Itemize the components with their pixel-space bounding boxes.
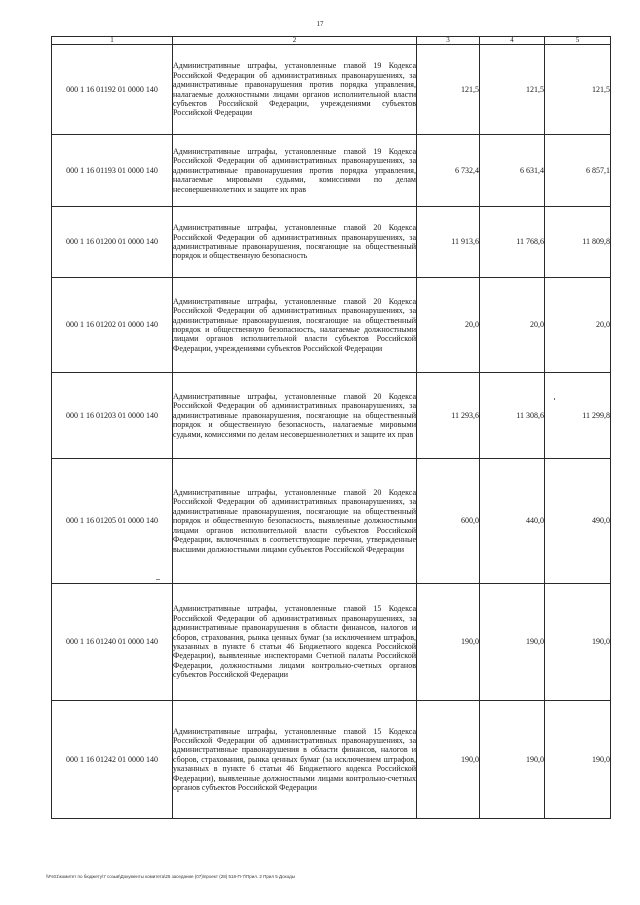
budget-code: 000 1 16 01193 01 0000 140 (52, 135, 173, 207)
budget-code: 000 1 16 01200 01 0000 140 (52, 207, 173, 278)
revenue-description: Административные штрафы, установленные главой 20 Кодекса Российской Федерации об административных правонарушениях, за административные правонарушения, посягающие на общественный порядок и общественную безопасность, налагаемые мировыми судьями, комиссиями по делам несовершеннолетних и защите их прав (173, 373, 417, 459)
value-col-5: 190,0 (545, 584, 611, 701)
table-row (52, 135, 611, 207)
value-col-3: 6 732,4 (417, 135, 480, 207)
column-header-5: 5 (545, 37, 611, 45)
table-row (52, 584, 611, 701)
revenue-description: Административные штрафы, установленные главой 15 Кодекса Российской Федерации об административных правонарушениях, за административные правонарушения в области финансов, налогов и сборов, страхования, рынка ценных бумаг (за исключением штрафов, указанных в пункте 6 статьи 46 Бюджетного кодекса Российской Федерации), выявленные должностными лицами контрольно-счетных органов субъектов Российской Федерации (173, 701, 417, 819)
value-col-4: 20,0 (480, 278, 545, 373)
value-col-5: 20,0 (545, 278, 611, 373)
value-col-5: 11 299,8 (545, 373, 611, 459)
column-header-3: 3 (417, 37, 480, 45)
value-col-3: 11 293,6 (417, 373, 480, 459)
value-col-4: 440,0 (480, 459, 545, 584)
value-col-3: 190,0 (417, 584, 480, 701)
value-col-3: 600,0 (417, 459, 480, 584)
budget-code: 000 1 16 01242 01 0000 140 (52, 701, 173, 819)
value-col-5: 121,5 (545, 45, 611, 135)
value-col-5: 490,0 (545, 459, 611, 584)
budget-code: 000 1 16 01203 01 0000 140 (52, 373, 173, 459)
value-col-5: 6 857,1 (545, 135, 611, 207)
value-col-4: 11 308,6 (480, 373, 545, 459)
budget-code: 000 1 16 01192 01 0000 140 (52, 45, 173, 135)
revenue-description: Административные штрафы, установленные главой 20 Кодекса Российской Федерации об административных правонарушениях, за административные правонарушения, посягающие на общественный порядок и общественную безопасность (173, 207, 417, 278)
table-row (52, 278, 611, 373)
table-row (52, 701, 611, 819)
table-row (52, 373, 611, 459)
revenue-description: Административные штрафы, установленные главой 19 Кодекса Российской Федерации об административных правонарушениях, за административные правонарушения против порядка управления, налагаемые мировыми судьями, комиссиями по делам несовершеннолетних и защите их прав (173, 135, 417, 207)
column-header-1: 1 (52, 37, 173, 45)
value-col-3: 20,0 (417, 278, 480, 373)
file-path-footer: \\Fs01\комитет по бюджету\7 созыв\Документы комитета\25 заседание (07)\проект (28) 518-П-7\Прил. 2 Прил 5 Доходы (46, 874, 296, 879)
column-number-row (52, 37, 611, 45)
revenue-description: Административные штрафы, установленные главой 15 Кодекса Российской Федерации об административных правонарушениях, за административные правонарушения в области финансов, налогов и сборов, страхования, рынка ценных бумаг (за исключением штрафов, указанных в пункте 6 статьи 46 Бюджетного кодекса Российской Федерации), выявленные инспекторами Счетной палаты Российской Федерации, должностными лицами контрольно-счетных органов субъектов Российской Федерации (173, 584, 417, 701)
column-header-4: 4 (480, 37, 545, 45)
revenue-description: Административные штрафы, установленные главой 20 Кодекса Российской Федерации об административных правонарушениях, за административные правонарушения, посягающие на общественный порядок и общественную безопасность, налагаемые должностными лицами органов исполнительной власти субъектов Российской Федерации, учреждениями субъектов Российской Федерации (173, 278, 417, 373)
value-col-4: 6 631,4 (480, 135, 545, 207)
value-col-3: 11 913,6 (417, 207, 480, 278)
revenue-table (51, 36, 611, 819)
scan-speck (554, 398, 555, 400)
value-col-3: 121,5 (417, 45, 480, 135)
scan-dash-mark (156, 579, 160, 580)
column-header-2: 2 (173, 37, 417, 45)
budget-code: 000 1 16 01240 01 0000 140 (52, 584, 173, 701)
table-row (52, 207, 611, 278)
budget-code: 000 1 16 01205 01 0000 140 (52, 459, 173, 584)
value-col-3: 190,0 (417, 701, 480, 819)
value-col-5: 11 809,8 (545, 207, 611, 278)
value-col-4: 11 768,6 (480, 207, 545, 278)
value-col-4: 190,0 (480, 584, 545, 701)
revenue-description: Административные штрафы, установленные главой 20 Кодекса Российской Федерации об административных правонарушениях, за административные правонарушения, посягающие на общественный порядок и общественную безопасность, выявленные должностными лицами органов исполнительной власти субъектов Российской Федерации, включенных в соответствующие перечни, утвержденные высшими должностными лицами субъектов Российской Федерации (173, 459, 417, 584)
value-col-4: 190,0 (480, 701, 545, 819)
table-row (52, 459, 611, 584)
value-col-4: 121,5 (480, 45, 545, 135)
page-number: 17 (316, 20, 324, 28)
revenue-description: Административные штрафы, установленные главой 19 Кодекса Российской Федерации об административных правонарушениях, за административные правонарушения против порядка управления, налагаемые должностными лицами органов исполнительной власти субъектов Российской Федерации, учреждениями субъектов Российской Федерации (173, 45, 417, 135)
budget-code: 000 1 16 01202 01 0000 140 (52, 278, 173, 373)
value-col-5: 190,0 (545, 701, 611, 819)
table-row (52, 45, 611, 135)
